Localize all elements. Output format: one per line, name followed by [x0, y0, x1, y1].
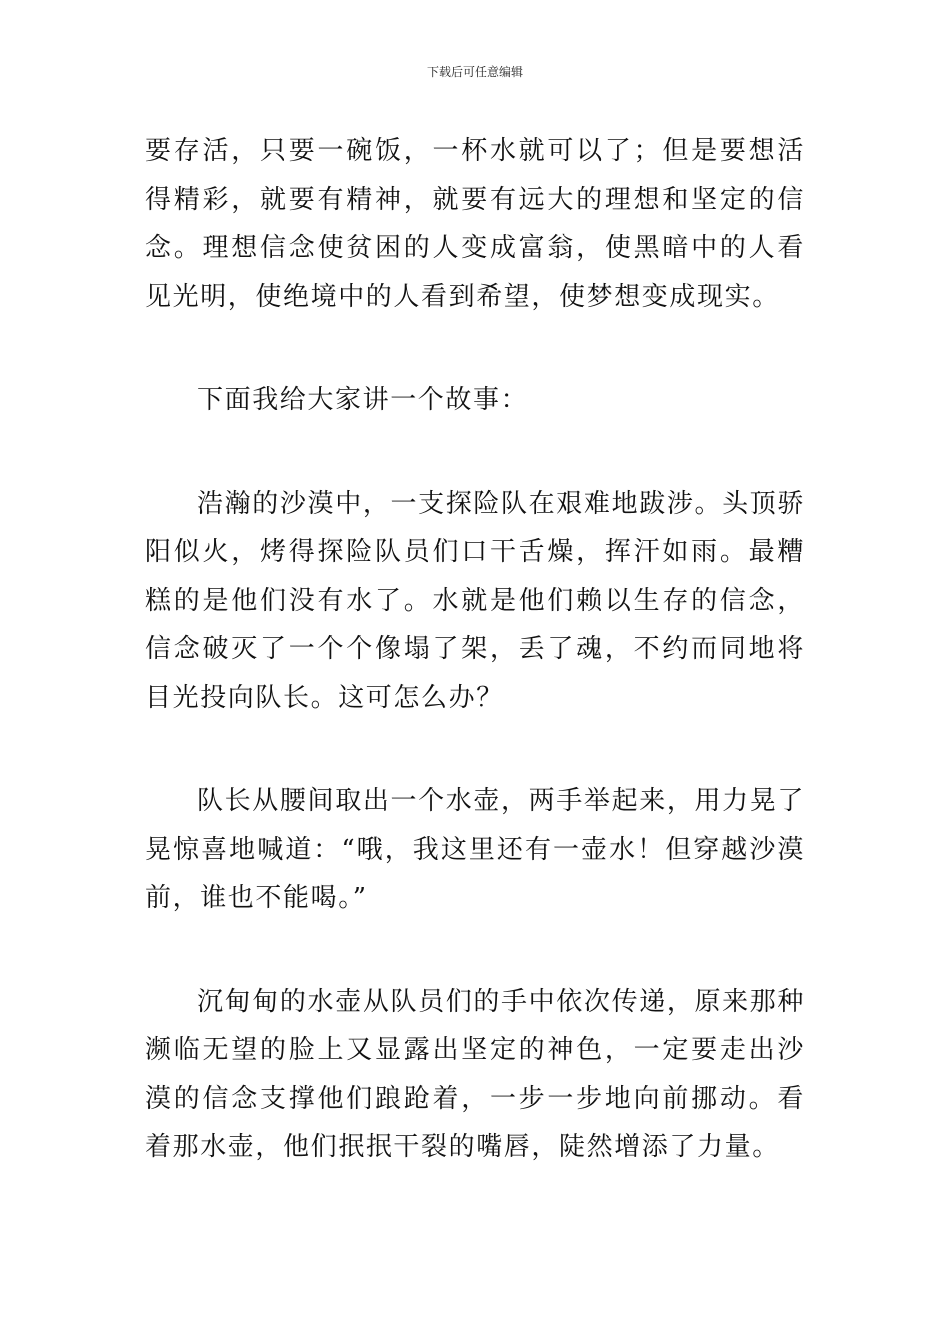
paragraph-story-lead: 下面我给大家讲一个故事： — [197, 385, 529, 415]
page-header: 下载后可任意编辑 — [426, 65, 523, 79]
paragraph-captain: 队长从腰间取出一个水壶，两手举起来，用力晃了晃惊喜地喊道：“哦，我这里还有一壶水！但穿越沙漠前，谁也不能喝。” — [145, 786, 805, 913]
paragraph-kettle: 沉甸甸的水壶从队员们的手中依次传递，原来那种濒临无望的脸上又显露出坚定的神色，一定要走出沙漠的信念支撑他们踉跄着，一步一步地向前挪动。看着那水壶，他们抿抿干裂的嘴唇，陡然增添了力量。 — [145, 986, 805, 1162]
paragraph-intro: 要存活，只要一碗饭，一杯水就可以了；但是要想活得精彩，就要有精神，就要有远大的理想和坚定的信念。理想信念使贫困的人变成富翁，使黑暗中的人看见光明，使绝境中的人看到希望，使梦想变成现实。 — [145, 136, 805, 312]
document-body — [145, 127, 805, 1172]
paragraph-desert: 浩瀚的沙漠中，一支探险队在艰难地跋涉。头顶骄阳似火，烤得探险队员们口干舌燥，挥汗如雨。最糟糕的是他们没有水了。水就是他们赖以生存的信念，信念破灭了一个个像塌了架，丢了魂，不约而同地将目光投向队长。这可怎么办？ — [145, 488, 805, 713]
